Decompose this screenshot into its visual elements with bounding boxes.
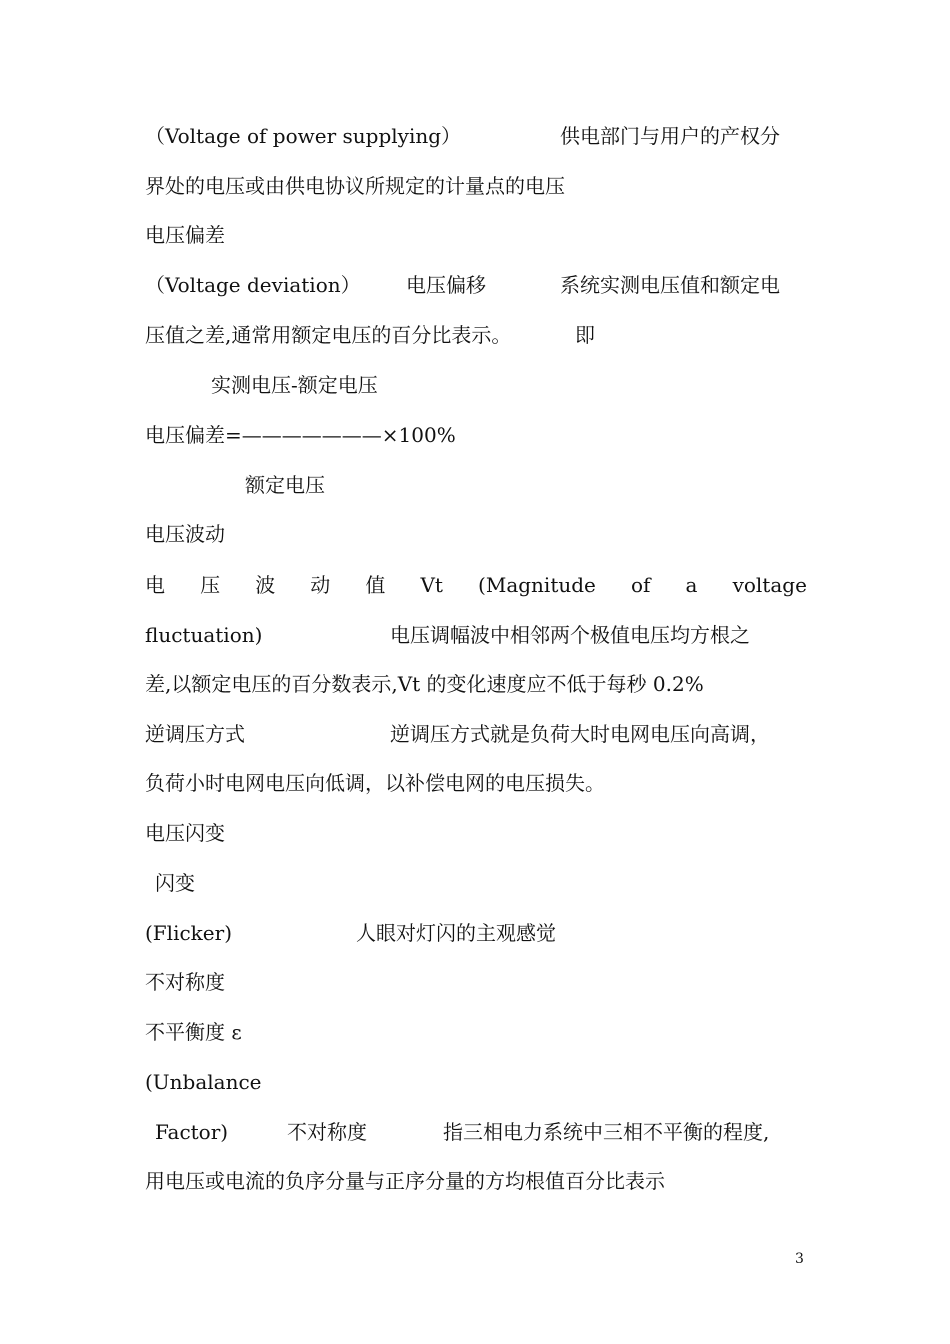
text-line: 压值之差,通常用额定电压的百分比表示。	[145, 323, 512, 347]
text-line	[145, 121, 461, 151]
section-heading: 电压波动	[145, 522, 225, 546]
text-line	[145, 270, 361, 300]
word: (Magnitude	[478, 573, 596, 597]
text-line: 电压调幅波中相邻两个极值电压均方根之	[390, 623, 750, 647]
word: 波	[255, 573, 276, 597]
justified-line	[145, 570, 807, 600]
term-english: （Voltage of power supplying）	[145, 124, 462, 148]
text-line: 界处的电压或由供电协议所规定的计量点的电压	[145, 174, 565, 198]
word: voltage	[732, 573, 807, 597]
text-line: 不对称度	[287, 1120, 367, 1144]
text-line: Factor)	[155, 1120, 229, 1144]
text-line: 负荷小时电网电压向低调，以补偿电网的电压损失。	[145, 771, 605, 795]
text-line: fluctuation)	[145, 623, 263, 647]
section-heading: 电压偏差	[145, 223, 225, 247]
formula-main: 电压偏差=———————×100%	[145, 423, 456, 447]
text-line: 指三相电力系统中三相不平衡的程度,	[443, 1120, 770, 1144]
text-line: 差,以额定电压的百分数表示,Vt 的变化速度应不低于每秒 0.2%	[145, 672, 704, 696]
word: a	[685, 573, 698, 597]
section-heading: 不对称度	[145, 970, 225, 994]
word: 电	[145, 573, 165, 597]
definition-text: 系统实测电压值和额定电	[560, 273, 780, 297]
text-line: 不平衡度 ε	[145, 1020, 242, 1044]
term-english: （Voltage deviation）	[145, 273, 361, 297]
formula-denominator: 额定电压	[245, 473, 325, 497]
term-alias: 电压偏移	[406, 273, 486, 297]
word: 值	[365, 573, 386, 597]
word: 动	[310, 573, 331, 597]
text-line: 人眼对灯闪的主观感觉	[356, 921, 556, 945]
page-number: 3	[795, 1251, 804, 1267]
text-line: 闪变	[155, 871, 195, 895]
section-heading: 电压闪变	[145, 821, 225, 845]
text-line: (Unbalance	[145, 1070, 262, 1094]
formula-numerator: 实测电压-额定电压	[211, 373, 378, 397]
word: Vt	[420, 573, 443, 597]
section-heading: 逆调压方式	[145, 722, 245, 746]
text-line	[560, 121, 780, 151]
word: of	[630, 573, 651, 597]
text-line: (Flicker)	[145, 921, 232, 945]
word: 压	[200, 573, 221, 597]
text-line	[406, 270, 486, 300]
text-line	[560, 270, 780, 300]
text-line: 用电压或电流的负序分量与正序分量的方均根值百分比表示	[145, 1169, 665, 1193]
definition-text: 供电部门与用户的产权分	[560, 124, 780, 148]
text-line: 逆调压方式就是负荷大时电网电压向高调，	[390, 722, 770, 746]
text-line: 即	[575, 323, 595, 347]
